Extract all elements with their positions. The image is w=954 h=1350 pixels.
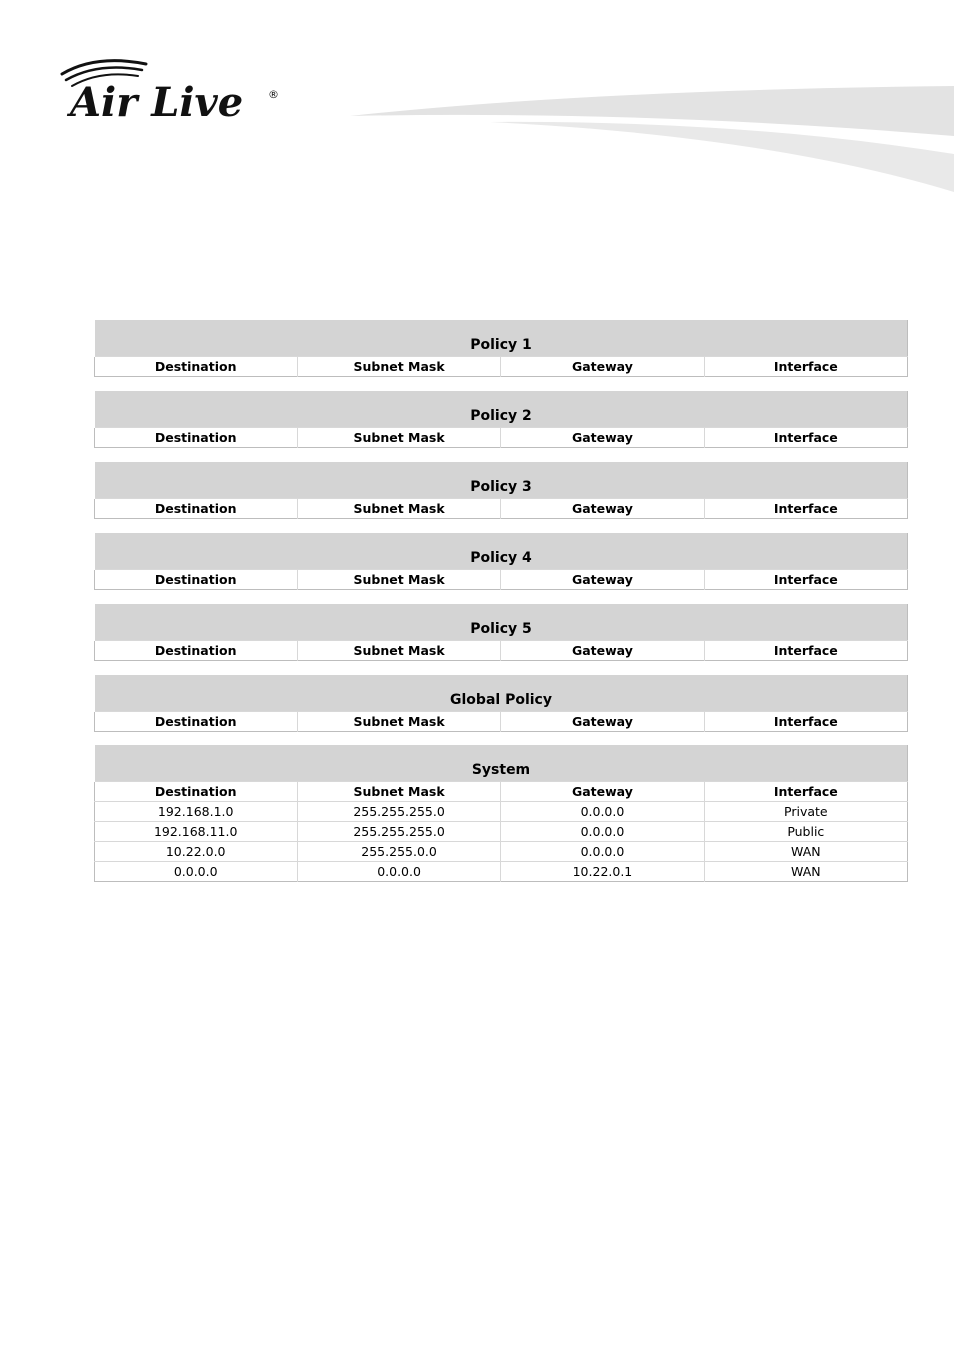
cell-interface: Public	[704, 822, 907, 842]
route-table-5	[93, 602, 908, 661]
table-title: Policy 5	[94, 603, 908, 641]
column-header-subnet-mask: Subnet Mask	[297, 712, 500, 732]
cell-subnet-mask: 0.0.0.0	[297, 862, 500, 882]
table-title: Policy 1	[94, 319, 908, 357]
airlive-logo	[56, 56, 286, 126]
cell-interface: Private	[704, 802, 907, 822]
column-header-interface: Interface	[704, 570, 907, 590]
cell-subnet-mask: 255.255.255.0	[297, 802, 500, 822]
column-header-destination: Destination	[94, 570, 297, 590]
column-header-destination: Destination	[94, 499, 297, 519]
column-header-row	[94, 499, 908, 519]
cell-destination: 192.168.1.0	[94, 802, 297, 822]
cell-gateway: 0.0.0.0	[501, 842, 704, 862]
column-header-destination: Destination	[94, 712, 297, 732]
column-header-subnet-mask: Subnet Mask	[297, 499, 500, 519]
column-header-row	[94, 782, 908, 802]
cell-gateway: 10.22.0.1	[501, 862, 704, 882]
column-header-gateway: Gateway	[501, 499, 704, 519]
cell-destination: 10.22.0.0	[94, 842, 297, 862]
column-header-subnet-mask: Subnet Mask	[297, 570, 500, 590]
column-header-row	[94, 641, 908, 661]
column-header-subnet-mask: Subnet Mask	[297, 357, 500, 377]
route-table-1	[93, 318, 908, 377]
column-header-subnet-mask: Subnet Mask	[297, 782, 500, 802]
column-header-interface: Interface	[704, 428, 907, 448]
column-header-row	[94, 428, 908, 448]
column-header-destination: Destination	[94, 641, 297, 661]
table-row	[94, 862, 908, 882]
column-header-interface: Interface	[704, 357, 907, 377]
table-row	[94, 802, 908, 822]
column-header-subnet-mask: Subnet Mask	[297, 428, 500, 448]
logo-wordmark: Air Live	[70, 79, 244, 126]
column-header-row	[94, 712, 908, 732]
cell-subnet-mask: 255.255.255.0	[297, 822, 500, 842]
column-header-gateway: Gateway	[501, 641, 704, 661]
column-header-interface: Interface	[704, 499, 907, 519]
column-header-interface: Interface	[704, 641, 907, 661]
cell-gateway: 0.0.0.0	[501, 802, 704, 822]
route-table-3	[93, 460, 908, 519]
column-header-destination: Destination	[94, 782, 297, 802]
column-header-row	[94, 357, 908, 377]
table-title: System	[94, 744, 908, 782]
column-header-gateway: Gateway	[501, 428, 704, 448]
column-header-destination: Destination	[94, 357, 297, 377]
column-header-gateway: Gateway	[501, 357, 704, 377]
table-title: Policy 4	[94, 532, 908, 570]
cell-destination: 0.0.0.0	[94, 862, 297, 882]
route-table-2	[93, 389, 908, 448]
route-table-7	[93, 743, 908, 882]
table-title: Global Policy	[94, 674, 908, 712]
column-header-subnet-mask: Subnet Mask	[297, 641, 500, 661]
cell-interface: WAN	[704, 842, 907, 862]
header-swoosh-decoration	[340, 80, 954, 200]
table-title: Policy 3	[94, 461, 908, 499]
table-title: Policy 2	[94, 390, 908, 428]
column-header-gateway: Gateway	[501, 712, 704, 732]
cell-interface: WAN	[704, 862, 907, 882]
cell-subnet-mask: 255.255.0.0	[297, 842, 500, 862]
column-header-destination: Destination	[94, 428, 297, 448]
column-header-interface: Interface	[704, 712, 907, 732]
cell-destination: 192.168.11.0	[94, 822, 297, 842]
route-table-6	[93, 673, 908, 732]
cell-gateway: 0.0.0.0	[501, 822, 704, 842]
registered-mark-icon: ®	[268, 88, 279, 101]
column-header-gateway: Gateway	[501, 570, 704, 590]
route-table-4	[93, 531, 908, 590]
column-header-interface: Interface	[704, 782, 907, 802]
table-row	[94, 822, 908, 842]
table-row	[94, 842, 908, 862]
column-header-row	[94, 570, 908, 590]
column-header-gateway: Gateway	[501, 782, 704, 802]
